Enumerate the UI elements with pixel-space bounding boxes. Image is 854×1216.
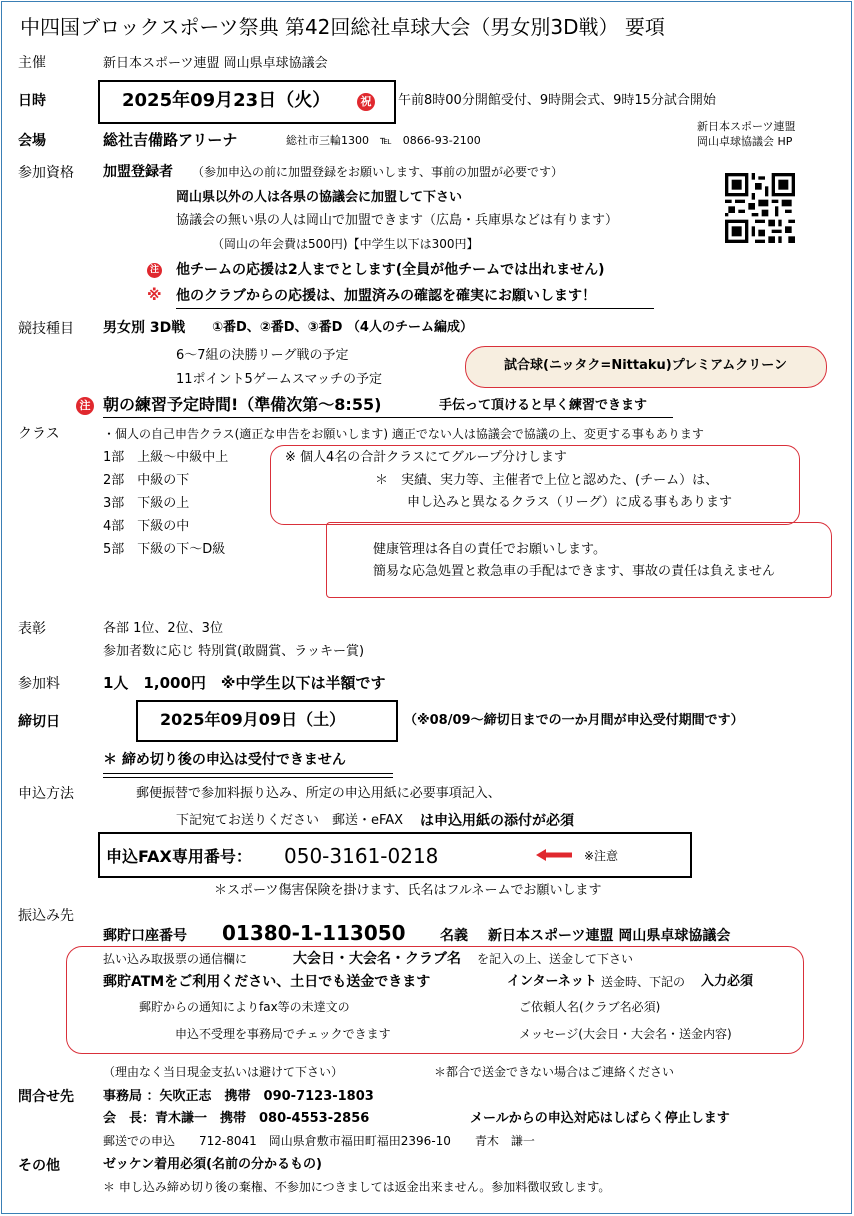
health-box <box>326 522 832 598</box>
fax-note: ※注意 <box>584 849 619 863</box>
eligibility-line3: （岡山の年会費は500円)【中学生以下は300円】 <box>212 237 479 251</box>
award-line2: 参加者数に応じ 特別賞(敢闘賞、ラッキー賞) <box>103 644 365 659</box>
contact-line2b: メールからの申込対応はしばらく停止します <box>470 1111 730 1126</box>
official-ball: 試合球(ニッタク=Nittaku)プレミアムクリーン <box>504 358 788 373</box>
health-line2: 簡易な応急処置と救急車の手配はできます、事故の責任は負えません <box>373 564 775 579</box>
account-number: 01380-1-113050 <box>222 921 406 945</box>
award-line1: 各部 1位、2位、3位 <box>103 621 223 636</box>
fax-label: 申込FAX専用番号： <box>106 847 252 866</box>
eligibility-note1: 他チームの応援は2人までとします(全員が他チームでは出れません) <box>176 262 605 278</box>
deadline-date: 2025年09月09日（土） <box>160 710 346 729</box>
event-head: 男女別 3D戦 <box>103 320 186 336</box>
event-line1: 6～7組の決勝リーグ戦の予定 <box>176 348 349 363</box>
organizer-label: 主催 <box>18 55 46 71</box>
contact-line3: 郵送での申込 712-8041 岡山県倉敷市福田町福田2396-10 青木 謙一 <box>103 1134 535 1148</box>
class-rule-2: ＊ 実績、実力等、主催者で上位と認めた、(チーム）は、 <box>375 473 719 488</box>
apply-line2a: 下記宛てお送りください 郵送・eFAX <box>176 813 404 828</box>
transfer-box <box>66 946 804 1054</box>
division-3: 3部 下級の上 <box>103 496 190 511</box>
class-intro: ・個人の自己申告クラス(適正な申告をお願いします) 適正でない人は協議会で協議の上、変更する事もあります <box>103 427 704 441</box>
fee-label: 参加料 <box>18 676 60 692</box>
transfer-label: 振込み先 <box>18 908 74 924</box>
deadline-note: （※08/09～締切日までの一か月間が申込受付期間です） <box>404 713 744 728</box>
venue-label: 会場 <box>18 133 46 149</box>
transfer-r1a: 払い込み取扱票の通信欄に <box>103 952 248 966</box>
transfer-footnote1: （理由なく当日現金支払いは避けて下さい） <box>103 1065 344 1079</box>
transfer-r4b: メッセージ(大会日・大会名・送金内容) <box>519 1027 732 1041</box>
hp-line2: 岡山卓球協議会 HP <box>697 135 793 148</box>
eligibility-note2-mark: ※ <box>147 286 162 304</box>
event-line2: 11ポイント5ゲームスマッチの予定 <box>176 372 383 387</box>
fax-box <box>98 832 692 878</box>
contact-line2a: 会 長：青木謙一 携帯 080-4553-2856 <box>103 1111 370 1126</box>
insurance-note: ＊スポーツ傷害保険を掛けます、氏名はフルネームでお願いします <box>214 883 602 898</box>
organizer-value: 新日本スポーツ連盟 岡山県卓球協議会 <box>103 56 328 71</box>
event-order: ①番D、②番D、③番D （4人のチーム編成） <box>212 320 473 335</box>
apply-line1: 郵便振替で参加料振り込み、所定の申込用紙に必要事項記入、 <box>136 786 501 801</box>
practice-badge: 注 <box>76 397 94 415</box>
transfer-r2b: インターネット <box>507 974 597 989</box>
holiday-badge: 祝 <box>357 93 375 111</box>
apply-label: 申込方法 <box>18 786 74 802</box>
qr-code-icon[interactable] <box>725 172 795 244</box>
transfer-r1b: 大会日・大会名・クラブ名 <box>293 951 461 967</box>
date-box <box>98 80 396 124</box>
warning-underline <box>103 773 393 774</box>
division-2: 2部 中級の下 <box>103 473 190 488</box>
date-note: 午前8時00分開館受付、9時開会式、9時15分試合開始 <box>398 93 716 108</box>
contact-line1: 事務局 ：矢吹正志 携帯 090-7123-1803 <box>103 1089 374 1104</box>
other-line2: ＊ 申し込み締め切り後の棄権、不参加につきましては返金出来ません。参加料徴収致します。 <box>103 1180 611 1194</box>
account-name: 新日本スポーツ連盟 岡山県卓球協議会 <box>488 928 731 944</box>
note2-underline <box>176 308 654 309</box>
contact-label: 問合せ先 <box>18 1089 74 1105</box>
transfer-footnote2: ＊都合で送金できない場合はご連絡ください <box>434 1065 675 1079</box>
page-title: 中四国ブロックスポーツ祭典 第42回総社卓球大会（男女別3D戦） 要項 <box>20 15 665 39</box>
transfer-r2d: 入力必須 <box>701 974 754 989</box>
deadline-box <box>136 700 398 742</box>
other-label: その他 <box>18 1158 60 1174</box>
other-line1: ゼッケン着用必須(名前の分かるもの) <box>103 1157 322 1172</box>
fee-value: 1人 1,000円 ※中学生以下は半額です <box>103 674 386 692</box>
health-line1: 健康管理は各自の責任でお願いします。 <box>373 542 606 557</box>
eligibility-head-note: （参加申込の前に加盟登録をお願いします、事前の加盟が必要です） <box>192 165 564 179</box>
event-date: 2025年09月23日（火） <box>122 90 331 111</box>
class-rule-1: ※ 個人4名の合計クラスにてグループ分けします <box>285 450 567 465</box>
eligibility-line1: 岡山県以外の人は各県の協議会に加盟して下さい <box>176 190 463 205</box>
event-label: 競技種目 <box>18 321 74 337</box>
transfer-r3a: 郵貯からの通知によりfax等の未達文の <box>139 1000 350 1014</box>
hp-line1: 新日本スポーツ連盟 <box>697 120 796 133</box>
deadline-label: 締切日 <box>18 714 60 730</box>
practice-sub: 手伝って頂けると早く練習できます <box>439 398 648 413</box>
account-name-label: 名義 <box>440 928 468 944</box>
venue-name: 総社吉備路アリーナ <box>103 131 238 149</box>
award-label: 表彰 <box>18 621 46 637</box>
practice-main: 朝の練習予定時間!（準備次第〜8:55) <box>103 395 382 414</box>
class-rule-3: 申し込みと異なるクラス（リーグ）に成る事もあります <box>407 495 733 510</box>
transfer-r2a: 郵貯ATMをご利用ください、土日でも送金できます <box>103 974 431 990</box>
division-4: 4部 下級の中 <box>103 519 190 534</box>
division-1: 1部 上級～中級中上 <box>103 450 229 465</box>
transfer-r3b: ご依頼人名(クラブ名必須) <box>519 1000 661 1014</box>
warning-underline-2 <box>103 777 393 778</box>
transfer-r4a: 申込不受理を事務局でチェックできます <box>175 1027 391 1041</box>
eligibility-label: 参加資格 <box>18 165 74 181</box>
division-5: 5部 下級の下～D級 <box>103 542 226 557</box>
date-label: 日時 <box>18 93 46 109</box>
ball-box <box>465 346 827 388</box>
transfer-r1c: を記入の上、送金して下さい <box>477 952 634 966</box>
deadline-warning: ＊ 締め切り後の申込は受付できません <box>103 752 346 768</box>
practice-underline <box>103 417 673 418</box>
note-badge: 注 <box>147 263 162 278</box>
venue-address: 総社市三輪1300 ℡ 0866-93-2100 <box>286 134 481 147</box>
account-label: 郵貯口座番号 <box>103 928 187 944</box>
class-rule-box <box>270 445 800 525</box>
class-label: クラス <box>18 426 60 442</box>
left-arrow-icon <box>536 849 572 861</box>
eligibility-line2: 協議会の無い県の人は岡山で加盟できます（広島・兵庫県などは有ります） <box>176 213 619 228</box>
eligibility-note2: 他のクラブからの応援は、加盟済みの確認を確実にお願いします！ <box>176 288 596 304</box>
eligibility-head: 加盟登録者 <box>103 164 173 180</box>
transfer-r2c: 送金時、下記の <box>601 975 686 989</box>
apply-line2b: は申込用紙の添付が必須 <box>420 813 574 829</box>
fax-number[interactable]: 050-3161-0218 <box>284 844 439 868</box>
